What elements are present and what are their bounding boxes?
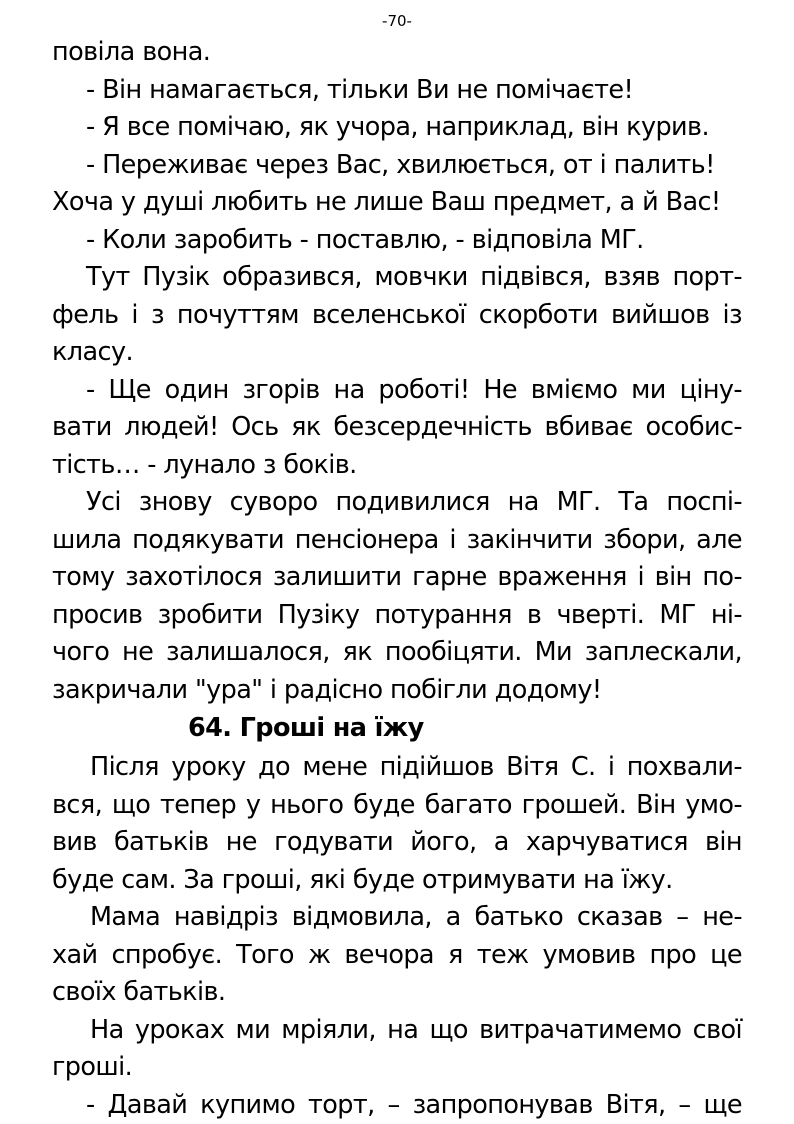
text-line: - Коли заробить - поставлю, - відповіла МГ. [52, 222, 742, 260]
text-line: тому захотілося залишити гарне враження і він по- [52, 559, 742, 597]
text-line: На уроках ми мріяли, на що витрачатимемо свої [52, 1012, 742, 1050]
text-line: Хоча у душі любить не лише Ваш предмет, а й Вас! [52, 184, 742, 222]
text-line: - Давай купимо торт, – запропонував Вітя, – ще [52, 1087, 742, 1124]
text-line: буде сам. За гроші, які буде отримувати на їжу. [52, 862, 742, 900]
text-line: гроші. [52, 1049, 742, 1087]
text-block-2 [52, 749, 742, 1124]
text-line: Тут Пузік образився, мовчки підвівся, взяв порт- [52, 259, 742, 297]
text-line: Усі знову суворо подивилися на МГ. Та поспі- [52, 484, 742, 522]
text-line: вив батьків не годувати його, а харчуватися він [52, 824, 742, 862]
text-line: тість… - лунало з боків. [52, 447, 742, 485]
text-line: - Він намагається, тільки Ви не помічаєте! [52, 72, 742, 110]
text-line: - Переживає через Вас, хвилюється, от і палить! [52, 147, 742, 185]
chapter-heading: 64. Гроші на їжу [52, 707, 742, 749]
text-line: закричали "ура" і радісно побігли додому! [52, 672, 742, 710]
text-line: класу. [52, 334, 742, 372]
text-line: чого не залишалося, як пообіцяти. Ми заплескали, [52, 634, 742, 672]
text-line: повіла вона. [52, 34, 742, 72]
book-page [52, 0, 742, 1119]
text-line: - Я все помічаю, як учора, наприклад, він курив. [52, 109, 742, 147]
text-line: Після уроку до мене підійшов Вітя С. і похвали- [52, 749, 742, 787]
text-line: вся, що тепер у нього буде багато грошей. Він умо- [52, 787, 742, 825]
text-line: фель і з почуттям вселенської скорботи вийшов із [52, 297, 742, 335]
text-line: Мама навідріз відмовила, а батько сказав – не- [52, 899, 742, 937]
page-text [52, 34, 742, 1124]
text-line: шила подякувати пенсіонера і закінчити збори, але [52, 522, 742, 560]
text-block-1 [52, 34, 742, 709]
text-line: просив зробити Пузіку потурання в чверті. МГ ні- [52, 597, 742, 635]
text-line: своїх батьків. [52, 974, 742, 1012]
text-line: хай спробує. Того ж вечора я теж умовив про це [52, 937, 742, 975]
text-line: вати людей! Ось як безсердечність вбиває особис- [52, 409, 742, 447]
text-line: - Ще один згорів на роботі! Не вміємо ми ціну- [52, 372, 742, 410]
page-number: -70- [52, 12, 742, 30]
